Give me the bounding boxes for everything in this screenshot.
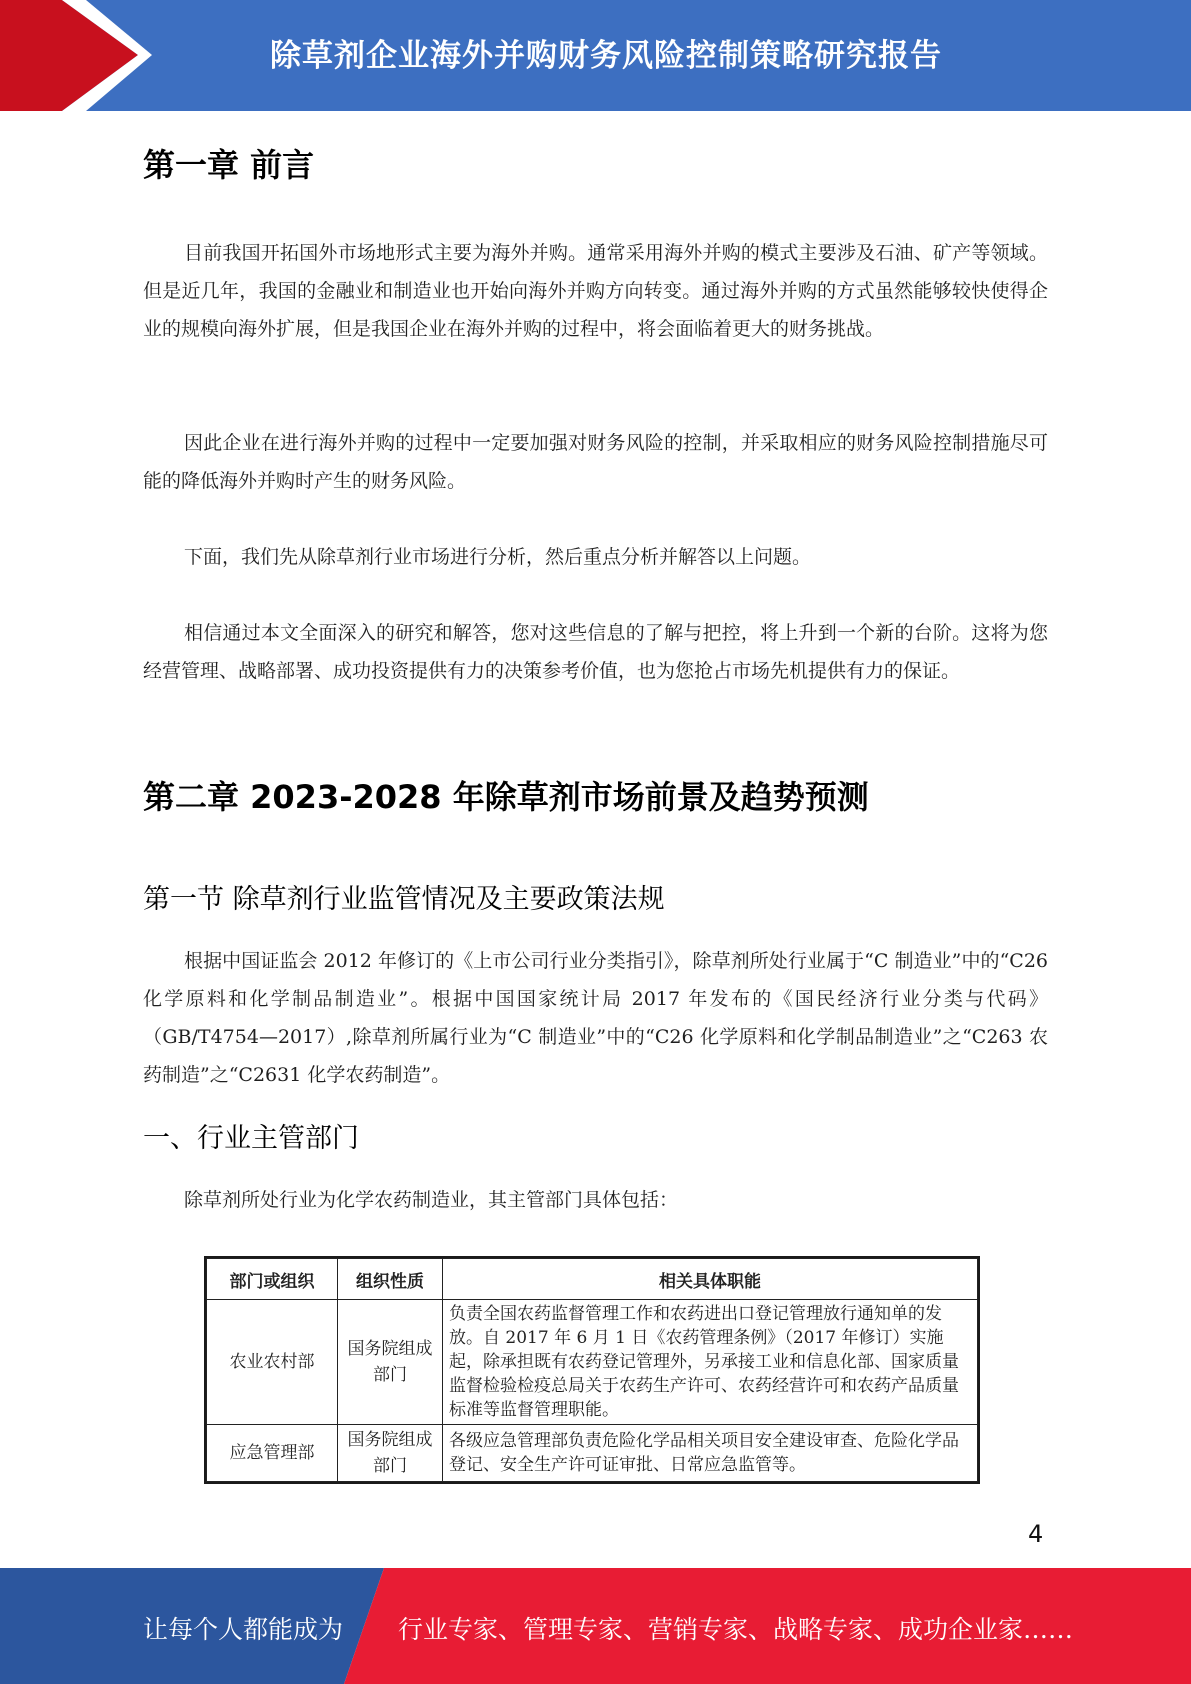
table-header-row [207, 1259, 978, 1300]
subsection1-paragraph: 除草剂所处行业为化学农药制造业，其主管部门具体包括： [184, 1189, 679, 1211]
table-row [207, 1300, 978, 1425]
chapter1-paragraph-4: 相信通过本文全面深入的研究和解答，您对这些信息的了解与把控，将上升到一个新的台阶。这将为您经营管理、战略部署、成功投资提供有力的决策参考价值，也为您抢占市场先机提供有力的保证。 [143, 622, 1048, 682]
header-arrow-decoration [0, 0, 160, 111]
chapter1-paragraph-1: 目前我国开拓国外市场地形式主要为海外并购。通常采用海外并购的模式主要涉及石油、矿产等领域。但是近几年，我国的金融业和制造业也开始向海外并购方向转变。通过海外并购的方式虽然能够较快使得企业的规模向海外扩展，但是我国企业在海外并购的过程中，将会面临着更大的财务挑战。 [143, 242, 1048, 340]
table-header-dept: 部门或组织 [207, 1259, 338, 1300]
table-header-duty: 相关具体职能 [443, 1259, 978, 1300]
chapter1-paragraph-2: 因此企业在进行海外并购的过程中一定要加强对财务风险的控制，并采取相应的财务风险控制措施尽可能的降低海外并购时产生的财务风险。 [143, 432, 1048, 492]
chapter1-paragraph-3: 下面，我们先从除草剂行业市场进行分析，然后重点分析并解答以上问题。 [184, 546, 812, 568]
table-cell-dept: 农业农村部 [207, 1300, 338, 1425]
page-number: 4 [1028, 1520, 1044, 1548]
footer-slogan-left: 让每个人都能成为 [143, 1615, 344, 1644]
footer-slogan-right: 行业专家、管理专家、营销专家、战略专家、成功企业家…… [398, 1615, 1074, 1644]
chapter1-heading: 第一章 前言 [143, 146, 315, 184]
table-cell-nature: 国务院组成部门 [338, 1300, 443, 1425]
table-cell-nature: 国务院组成部门 [338, 1425, 443, 1482]
table-cell-duty: 负责全国农药监督管理工作和农药进出口登记管理放行通知单的发放。自 2017 年 6 月 1 日《农药管理条例》（2017 年修订）实施起，除承担既有农药登记管理外，另承接工业和信息化部、国家质量监督检验检疫总局关于农药生产许可、农药经营许可和农药产品质量标准等监督管理职能。 [443, 1300, 978, 1425]
table-cell-duty: 各级应急管理部负责危险化学品相关项目安全建设审查、危险化学品登记、安全生产许可证审批、日常应急监管等。 [443, 1425, 978, 1482]
report-title: 除草剂企业海外并购财务风险控制策略研究报告 [270, 38, 942, 74]
subsection1-heading: 一、行业主管部门 [143, 1123, 359, 1154]
section1-heading: 第一节 除草剂行业监管情况及主要政策法规 [143, 884, 665, 915]
chapter2-heading: 第二章 2023-2028 年除草剂市场前景及趋势预测 [143, 778, 869, 816]
table-cell-dept: 应急管理部 [207, 1425, 338, 1482]
authorities-table [204, 1256, 980, 1484]
section1-paragraph: 根据中国证监会 2012 年修订的《上市公司行业分类指引》，除草剂所处行业属于“C 制造业”中的“C26 化学原料和化学制品制造业”。根据中国国家统计局 2017 年发布的《国民经济行业分类与代码》（GB/T4754—2017）,除草剂所属行业为“C 制造业”中的“C26 化学原料和化学制品制造业”之“C263 农药制造”之“C2631 化学农药制造”。 [143, 950, 1048, 1086]
header-bar [0, 0, 1191, 111]
table-row [207, 1425, 978, 1482]
table-header-nature: 组织性质 [338, 1259, 443, 1300]
